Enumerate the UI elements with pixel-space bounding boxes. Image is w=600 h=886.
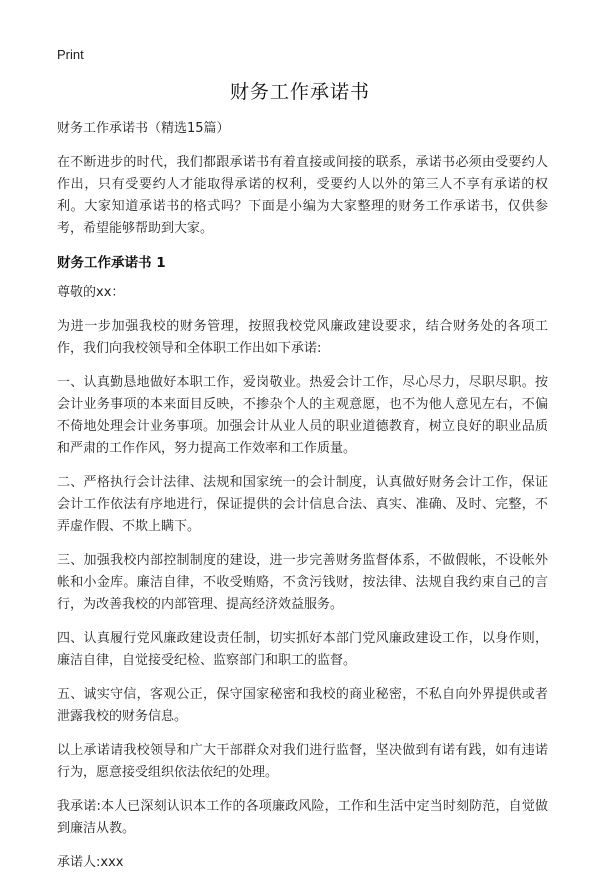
- pledge-item-5: 五、诚实守信，客观公正，保守国家秘密和我校的商业秘密，不私自向外界提供或者泄露我校的财务信息。: [57, 687, 548, 724]
- pledge-item-4: 四、认真履行党风廉政建设责任制，切实抓好本部门党风廉政建设工作，以身作则，廉洁自律，自觉接受纪检、监察部门和职工的监督。: [57, 631, 548, 668]
- intro-paragraph: 在不断进步的时代，我们都跟承诺书有着直接或间接的联系，承诺书必须由受要约人作出，只有受要约人才能取得承诺的权利，受要约人以外的第三人不享有承诺的权利。大家知道承诺书的格式吗？下面是小编为大家整理的财务工作承诺书，仅供参考，希望能够帮助到大家。: [57, 155, 548, 236]
- print-label: Print: [57, 47, 84, 62]
- pledge-item-2: 二、严格执行会计法律、法规和国家统一的会计制度，认真做好财务会计工作，保证会计工作依法有序地进行，保证提供的会计信息合法、真实、准确、及时、完整，不弄虚作假、不欺上瞒下。: [57, 475, 548, 534]
- document-subtitle: 财务工作承诺书（精选15篇）: [57, 121, 230, 136]
- pledge-item-1: 一、认真勤恳地做好本职工作，爱岗敬业。热爱会计工作，尽心尽力，尽职尽职。按会计业务事项的本来面目反映，不掺杂个人的主观意愿，也不为他人意见左右，不偏不倚地处理会计业务事项。加强会计从业人员的职业道德教育，树立良好的职业品质和严肃的工作作风，努力提高工作效率和工作质量。: [57, 375, 548, 456]
- salutation: 尊敬的xx：: [57, 285, 125, 300]
- document-body: [57, 118, 548, 886]
- pledge-item-3: 三、加强我校内部控制制度的建设，进一步完善财务监督体系，不做假帐，不设帐外帐和小金库。廉洁自律，不收受贿赂，不贪污钱财，按法律、法规自我约束自己的言行，为改善我校的内部管理、提高经济效益服务。: [57, 553, 548, 612]
- section-heading: 财务工作承诺书 1: [57, 255, 166, 271]
- document-title: 财务工作承诺书: [229, 81, 370, 103]
- opening-paragraph: 为进一步加强我校的财务管理，按照我校党风廉政建设要求，结合财务处的各项工作，我们向我校领导和全体职工作出如下承诺:: [57, 319, 548, 356]
- closing-paragraph: 以上承诺请我校领导和广大干部群众对我们进行监督，坚决做到有诺有践，如有违诺行为，愿意接受组织依法依纪的处理。: [57, 743, 548, 780]
- signature-line: 承诺人:xxx: [57, 855, 124, 870]
- personal-pledge: 我承诺:本人已深刻认识本工作的各项廉政风险，工作和生活中定当时刻防范，自觉做到廉洁从教。: [57, 799, 548, 836]
